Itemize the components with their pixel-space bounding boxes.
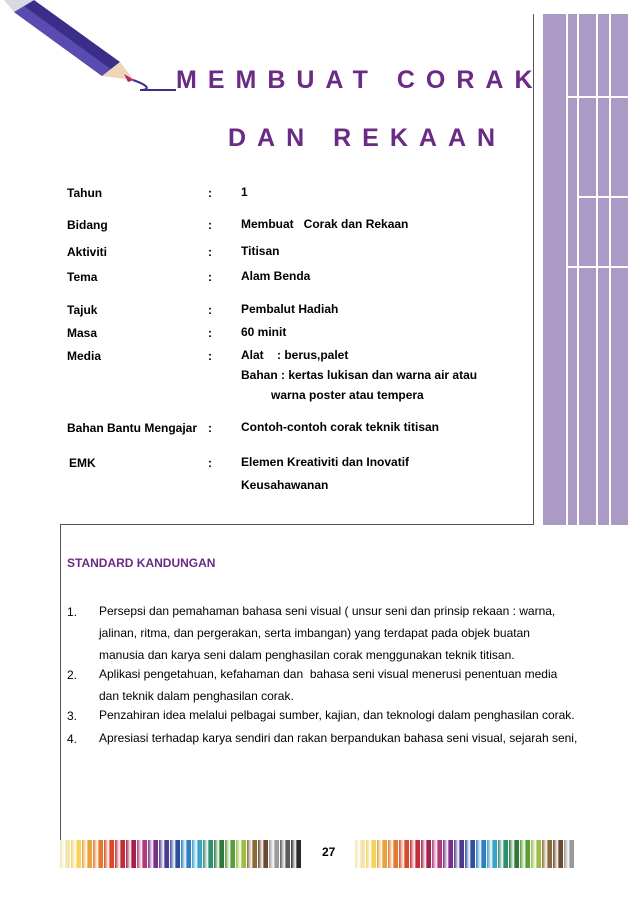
info-colon: : [208, 349, 212, 363]
pencil-icon [366, 840, 376, 868]
pencil-icon [269, 840, 279, 868]
info-label: Aktiviti [67, 245, 108, 259]
info-colon: : [208, 218, 212, 232]
list-text: jalinan, ritma, dan pergerakan, serta imbangan) yang terdapat pada objek buatan [99, 626, 530, 640]
pencil-icon [104, 840, 114, 868]
info-label: Media [67, 349, 102, 363]
info-value: Alam Benda [241, 269, 311, 283]
info-value: Membuat Corak dan Rekaan [241, 217, 409, 231]
pencil-icon [192, 840, 202, 868]
list-text: dan teknik dalam penghasilan corak. [99, 689, 294, 703]
pencil-icon [465, 840, 475, 868]
page-title-line2: DAN REKAAN [228, 124, 507, 152]
list-text: Persepsi dan pemahaman bahasa seni visual ( unsur seni dan prinsip rekaan : warna, [99, 604, 556, 618]
pencil-icon [498, 840, 508, 868]
info-value: Alat : berus,palet [241, 348, 349, 362]
pencil-icon [60, 840, 70, 868]
decorative-panel [543, 14, 628, 525]
pencil-icon [291, 840, 301, 868]
pencil-icon [280, 840, 290, 868]
page-title-line1: MEMBUAT CORAK [176, 66, 544, 94]
decorative-line [566, 14, 568, 525]
info-label: Bahan Bantu Mengajar [67, 421, 198, 435]
list-text: Penzahiran idea melalui pelbagai sumber, kajian, dan teknologi dalam penghasilan corak. [99, 708, 575, 722]
pencil-icon [564, 840, 574, 868]
info-value: Pembalut Hadiah [241, 302, 339, 316]
pencil-icon [542, 840, 552, 868]
list-number: 1. [67, 605, 78, 619]
pencil-icon [520, 840, 530, 868]
decorative-line [609, 14, 611, 525]
list-text: manusia dan karya seni dalam penghasilan corak menggunakan teknik titisan. [99, 648, 515, 662]
info-colon: : [208, 421, 212, 435]
list-number: 3. [67, 709, 78, 723]
page-number: 27 [322, 845, 336, 859]
info-label: Tahun [67, 186, 103, 200]
pencil-icon [377, 840, 387, 868]
pencil-icon [355, 840, 365, 868]
pencil-icon [553, 840, 563, 868]
pencil-icon [421, 840, 431, 868]
decorative-line [566, 266, 628, 268]
list-text: Apresiasi terhadap karya sendiri dan rakan berpandukan bahasa seni visual, sejarah seni, [99, 731, 578, 745]
pencil-icon [258, 840, 268, 868]
pencil-icon [214, 840, 224, 868]
info-label: Tajuk [67, 303, 98, 317]
info-value: warna poster atau tempera [241, 388, 424, 402]
pencil-icon [126, 840, 136, 868]
pencil-icon [82, 840, 92, 868]
pencil-icon [181, 840, 191, 868]
info-label: Bidang [67, 218, 108, 232]
pencil-icon [0, 0, 180, 100]
decorative-line [566, 96, 628, 98]
pencil-icon [487, 840, 497, 868]
pencil-icon [71, 840, 81, 868]
pencil-icon [509, 840, 519, 868]
colored-pencils-right [355, 840, 574, 868]
decorative-line [577, 196, 628, 198]
pencil-icon [399, 840, 409, 868]
info-colon: : [208, 326, 212, 340]
pencil-icon [388, 840, 398, 868]
info-colon: : [208, 270, 212, 284]
pencil-icon [247, 840, 257, 868]
pencil-icon [432, 840, 442, 868]
list-number: 4. [67, 732, 78, 746]
pencil-icon [159, 840, 169, 868]
pencil-icon [148, 840, 158, 868]
pencil-icon [454, 840, 464, 868]
list-text: Aplikasi pengetahuan, kefahaman dan bahasa seni visual menerusi penentuan media [99, 667, 558, 681]
pencil-icon [531, 840, 541, 868]
pencil-icon [115, 840, 125, 868]
info-colon: : [208, 303, 212, 317]
info-colon: : [208, 186, 212, 200]
colored-pencils-left [60, 840, 301, 868]
info-colon: : [208, 456, 212, 470]
pencil-icon [170, 840, 180, 868]
decorative-line [596, 14, 598, 525]
pencil-icon [236, 840, 246, 868]
info-value: Bahan : kertas lukisan dan warna air atau [241, 368, 478, 382]
info-value: Contoh-contoh corak teknik titisan [241, 420, 440, 434]
frame-line [60, 524, 61, 840]
info-label: Masa [67, 326, 98, 340]
info-value: Elemen Kreativiti dan Inovatif [241, 455, 410, 469]
info-value: Titisan [241, 244, 280, 258]
list-number: 2. [67, 668, 78, 682]
pencil-icon [410, 840, 420, 868]
pencil-icon [137, 840, 147, 868]
info-label: Tema [67, 270, 98, 284]
decorative-line [577, 14, 579, 525]
info-colon: : [208, 245, 212, 259]
pencil-icon [225, 840, 235, 868]
frame-line [60, 524, 534, 525]
info-value: Keusahawanan [241, 478, 329, 492]
standard-heading: STANDARD KANDUNGAN [67, 556, 216, 570]
pencil-icon [203, 840, 213, 868]
pencil-icon [476, 840, 486, 868]
info-value: 1 [241, 185, 248, 199]
info-label: EMK [69, 456, 96, 470]
pencil-icon [443, 840, 453, 868]
pencil-icon [93, 840, 103, 868]
info-value: 60 minit [241, 325, 287, 339]
